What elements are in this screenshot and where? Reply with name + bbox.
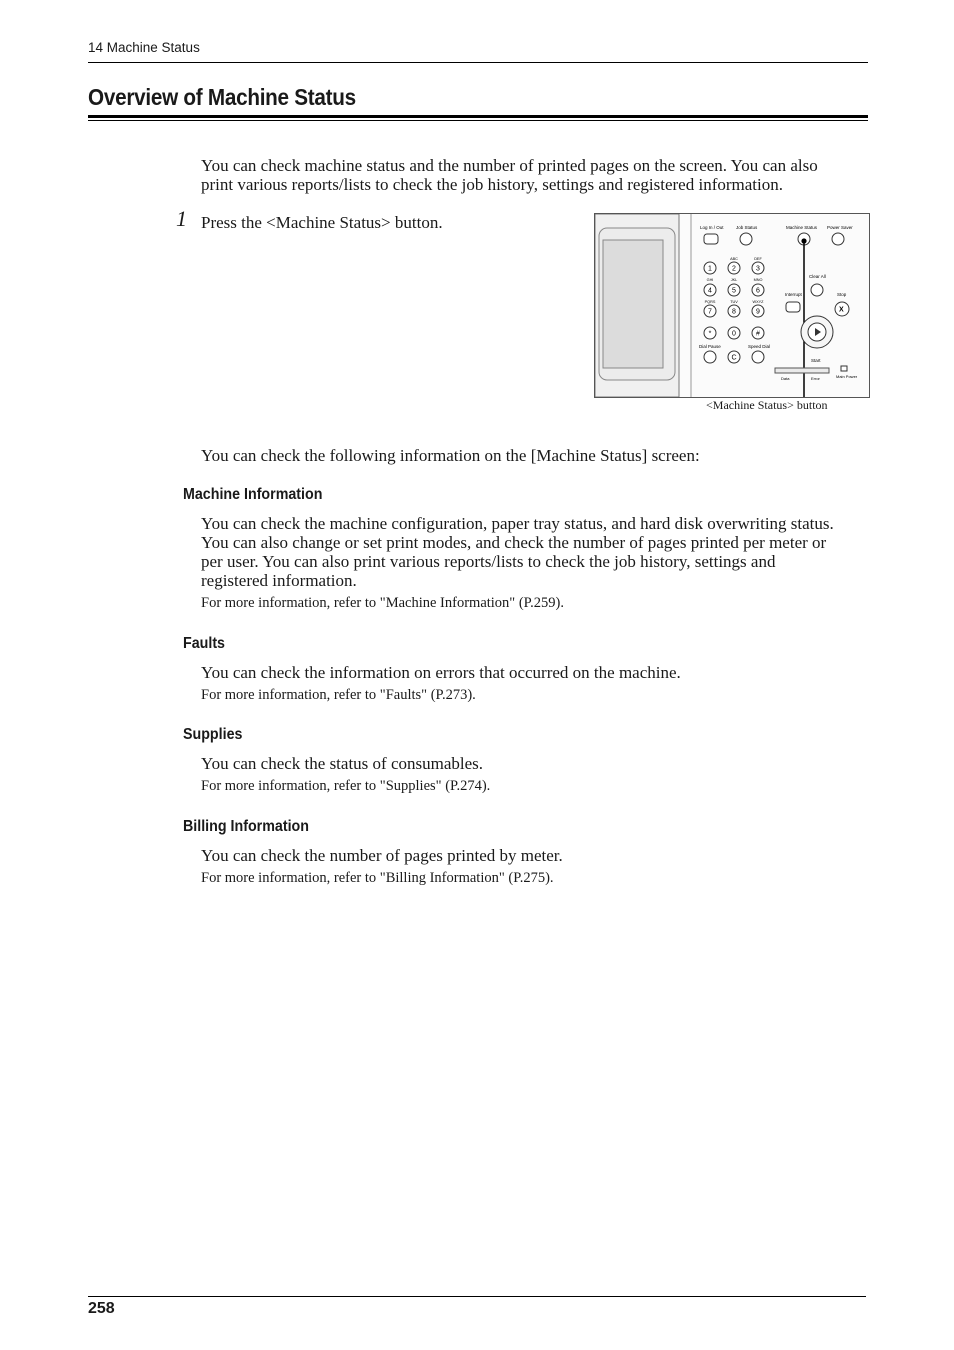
power-saver-button: [832, 233, 844, 245]
intro-line-1: You can check machine status and the number of printed pages on the screen. You can also: [201, 156, 818, 175]
keypad-letters-pqrs: PQRS: [704, 300, 716, 304]
title-rule-thin: [88, 120, 868, 121]
screen-display: [603, 240, 663, 368]
section-body-line: You can check the number of pages printed by meter.: [201, 846, 563, 865]
section-heading-faults: Faults: [183, 635, 226, 652]
cross-reference-link[interactable]: For more information, refer to "Faults" (P.273).: [201, 687, 476, 703]
section-body-line: You can check the machine configuration, paper tray status, and hard disk overwriting status.: [201, 514, 834, 533]
section-body-line: per user. You can also print various reports/lists to check the job history, settings and: [201, 552, 776, 571]
machine-status-label: Machine Status: [786, 225, 818, 230]
indicator-bar: [775, 368, 829, 373]
power-saver-label: Power Saver: [827, 225, 853, 230]
control-panel-drawing: [595, 214, 869, 397]
footer-rule: [88, 1296, 866, 1297]
keypad-letters-mno: MNO: [753, 278, 763, 282]
figure-caption: <Machine Status> button: [706, 398, 828, 412]
cross-reference-link[interactable]: For more information, refer to "Machine Information" (P.259).: [201, 595, 564, 611]
keypad-key-label: 8: [732, 308, 736, 316]
error-label: Error: [811, 376, 820, 381]
keypad-key-label: 9: [756, 308, 760, 316]
speed-dial-button: [752, 351, 764, 363]
data-label: Data: [781, 376, 790, 381]
main-power-lamp: [841, 366, 847, 371]
section-body-line: You can check the information on errors that occurred on the machine.: [201, 663, 681, 682]
clear-key-label: C: [731, 354, 737, 362]
keypad-key-label: 7: [708, 308, 712, 316]
start-label: Start: [811, 358, 821, 363]
keypad-key-label: #: [756, 330, 760, 338]
page-title: Overview of Machine Status: [88, 84, 356, 110]
intro-line-2: print various reports/lists to check the job history, settings and registered information.: [201, 175, 783, 194]
control-panel-figure: [594, 213, 870, 398]
callout-dot: [801, 238, 806, 243]
clear-all-label: Clear All: [809, 274, 826, 279]
keypad-key-label: 1: [708, 265, 712, 273]
title-rule: [88, 115, 868, 118]
keypad-letters-def: DEF: [754, 257, 762, 261]
interrupt-button: [786, 302, 800, 312]
login-label: Log In / Out: [700, 225, 724, 230]
header-rule: [88, 62, 868, 63]
chapter-header: 14 Machine Status: [88, 40, 200, 55]
keypad-key-label: *: [708, 330, 712, 338]
login-button: [704, 234, 718, 244]
stop-label: Stop: [837, 292, 847, 297]
stop-mark: X: [839, 306, 844, 314]
cross-reference-link[interactable]: For more information, refer to "Supplies" (P.274).: [201, 778, 491, 794]
keypad-key-label: 4: [708, 287, 712, 295]
page-number: 258: [88, 1300, 115, 1317]
keypad: [699, 257, 770, 363]
keypad-key-label: 5: [732, 287, 736, 295]
clear-all-button: [811, 284, 823, 296]
keypad-letters-jkl: JKL: [730, 278, 738, 282]
main-power-label: Main Power: [836, 374, 858, 379]
interrupt-label: Interrupt: [785, 292, 802, 297]
keypad-letters-tuv: TUV: [730, 300, 738, 304]
step-text: Press the <Machine Status> button.: [201, 213, 443, 232]
keypad-key-label: 6: [756, 287, 760, 295]
speed-dial-label: Speed Dial: [748, 344, 771, 349]
dial-pause-label: Dial Pause: [699, 344, 721, 349]
section-heading-billing-information: Billing Information: [183, 818, 309, 835]
following-intro: You can check the following information on the [Machine Status] screen:: [201, 446, 700, 465]
section-body-line: registered information.: [201, 571, 357, 590]
section-body-line: You can also change or set print modes, and check the number of pages printed per meter or: [201, 533, 827, 552]
keypad-key-label: 0: [732, 330, 736, 338]
cross-reference-link[interactable]: For more information, refer to "Billing Information" (P.275).: [201, 870, 554, 886]
keypad-letters-ghi: GHI: [706, 278, 714, 282]
keypad-letters-wxyz: WXYZ: [752, 300, 764, 304]
job-status-label: Job Status: [736, 225, 758, 230]
keypad-key-label: 3: [756, 265, 760, 273]
dial-pause-button: [704, 351, 716, 363]
section-heading-supplies: Supplies: [183, 726, 243, 743]
keypad-key-label: 2: [732, 265, 736, 273]
step-number: 1: [176, 206, 187, 231]
keypad-letters-abc: ABC: [730, 257, 738, 261]
job-status-button: [740, 233, 752, 245]
section-heading-machine-information: Machine Information: [183, 486, 323, 503]
section-body-line: You can check the status of consumables.: [201, 754, 484, 773]
